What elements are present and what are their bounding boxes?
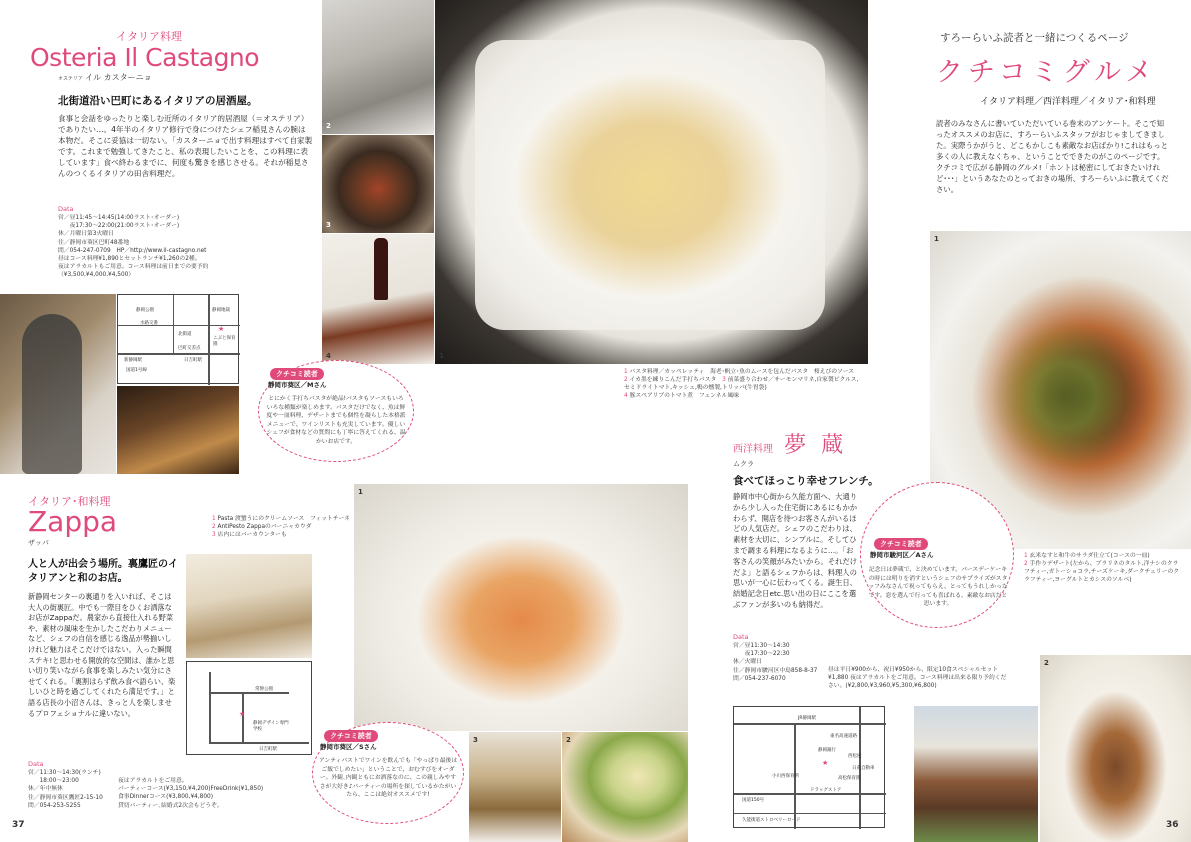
castagno-photo-2 xyxy=(322,0,434,134)
castagno-headline: 北街道沿い巴町にあるイタリアの居酒屋。 xyxy=(58,95,258,107)
map-label: 北街道 xyxy=(178,332,192,337)
zappa-title: Zappa xyxy=(28,505,118,538)
map-label: 静岡公園 xyxy=(136,308,154,313)
photo-number: 2 xyxy=(566,736,571,744)
caption-line: 2 イカ墨を練りこんだ手打ちパスタ 3 前菜盛り合わせ／サーモンマリネ,自家製ピクルス,セミドライトマト,キッシュ,鴨の燻製,トリッパ(牛胃袋) xyxy=(624,377,859,391)
page-number-right: 36 xyxy=(1166,820,1179,830)
photo-number: 2 xyxy=(1044,659,1049,667)
zappa-photo-3 xyxy=(469,732,561,842)
zappa-kuchikomi-text: アンティパストでワインを飲んでも「やっぱり最後はご飯でしめたい」ということで、おむすびをオーダー。外観､内観ともにお洒落なのに、この親しみやすさが大好き♪パーティーの場所を探しているかたがいたら、ここは絶対オススメです! xyxy=(318,758,458,799)
mukura-dessert-photo xyxy=(1040,655,1191,842)
castagno-kuchikomi-reader: 静岡市葵区／Mさん xyxy=(268,381,327,389)
wine-bottle xyxy=(374,238,388,300)
mukura-kuchikomi-text: 記念日は夢蔵で、と決めています。バースデーケーキの時には明りを消すというシェフのサプライズがスタッフみなさんで祝ってもらえ、とってもうれしかったです。窓を選んで行っても喜ばれる、素敵なお店だと思います。 xyxy=(868,567,1008,608)
map-label: こぶと保育園 xyxy=(213,336,236,347)
mukura-data-label: Data xyxy=(733,633,749,641)
photo-number: 3 xyxy=(473,736,478,744)
zappa-data-right: 夜はアラカルトをご用意。 パーティーコース(¥3,150,¥4,200)FreeDrink(¥1,850) 食事Dinnerコース(¥3,800,¥4,800) 貸切パーティー､結婚式2次会もどうぞ。 xyxy=(118,778,264,809)
map-label: 水路交番 xyxy=(140,321,158,326)
map-road xyxy=(209,742,309,744)
feature-kicker: すろーらいふ読者と一緒につくるページ xyxy=(940,32,1129,44)
castagno-interior-photo xyxy=(117,386,239,474)
castagno-captions xyxy=(624,368,864,400)
page-number-left: 37 xyxy=(12,820,25,830)
castagno-kuchikomi-text: とにかく手打ちパスタが絶品!パスタもソースもいろいろな種類が楽しめます。パスタだけでなく、魚は鮮度や一皿料理、デザートまでも個性を凝らした本格派メニューで、ワインリストも充実しています。優しいシェフが食材などの質問にも丁寧に答えてくれる、温かいお店です。 xyxy=(266,396,406,445)
zappa-data-label: Data xyxy=(28,760,44,768)
mukura-heading xyxy=(733,428,847,459)
zappa-map-marker: ★ xyxy=(239,710,246,718)
photo-number: 4 xyxy=(326,352,331,360)
map-road xyxy=(173,295,174,355)
photo-number: 1 xyxy=(934,235,939,243)
feature-genres: イタリア料理／西洋料理／イタリア･和料理 xyxy=(980,97,1156,107)
castagno-photo-4 xyxy=(322,234,434,364)
mukura-headline: 食べてほっこり幸せフレンチ。 xyxy=(733,475,879,487)
zappa-captions xyxy=(212,515,362,539)
map-label: 日産自動車 xyxy=(852,766,875,771)
map-road xyxy=(734,813,886,814)
caption-line: 1 玄米なすと和牛のサラダ仕立て(コースの一皿) xyxy=(1024,553,1150,559)
castagno-title: Osteria Il Castagno xyxy=(30,43,260,72)
castagno-map xyxy=(117,294,239,384)
photo-number: 3 xyxy=(326,221,331,229)
zappa-map xyxy=(186,661,312,755)
map-label: 新静岡駅 xyxy=(124,358,142,363)
map-label: 国道1号線 xyxy=(126,368,147,373)
map-label: 西松屋 xyxy=(848,754,862,759)
mukura-title: 夢 蔵 xyxy=(784,433,848,458)
map-label: 巴町交差点 xyxy=(178,346,201,351)
map-label: 静岡デザイン専門学校 xyxy=(253,721,289,732)
mukura-genre: 西洋料理 xyxy=(733,444,773,455)
photo-number: 1 xyxy=(439,352,444,360)
map-label: JR静岡駅 xyxy=(798,716,816,721)
zappa-data-left: 営／11:30〜14:30(ランチ) 18:00〜23:00 休／年中無休 住／静岡市葵区鷹匠2-15-10 問／054-253-5255 xyxy=(28,770,103,809)
castagno-photo-3 xyxy=(322,135,434,233)
zappa-main-photo xyxy=(354,484,688,731)
castagno-data-label: Data xyxy=(58,205,74,213)
map-road xyxy=(734,793,886,795)
mukura-body: 静岡市中心街から久能方面へ、大通りから少し入った住宅街にあるにもかかわらず、開店を待つお客さんがいるほどの人気店だ。シェフのこだわりは、素材を大切に、シンプルに。そしてひまで調まる料理になるように…。「お客さんの笑顔がみたいから。それだけだよ」と語るシェフからは、料理人の思いが一心に伝わってくる。誕生日、結婚記念日etc.思い出の日にここを選ぶファンが多いのも納得だ。 xyxy=(733,492,858,609)
map-label: 国道150号 xyxy=(742,798,765,803)
castagno-ruby xyxy=(58,72,152,83)
map-road xyxy=(209,692,289,694)
photo-number: 2 xyxy=(326,122,331,130)
map-road xyxy=(118,353,240,355)
castagno-ruby-prefix: オステリア xyxy=(58,76,83,82)
map-label: 東名高速道路 xyxy=(830,734,857,739)
mukura-ruby: ムクラ xyxy=(733,460,754,468)
castagno-main-photo xyxy=(435,0,868,364)
caption-line: 2 AntiPesto Zappaのバーニャカウダ xyxy=(212,524,312,530)
map-label: 久能街道ストロベリーロード xyxy=(742,818,801,823)
caption-line: 3 店内にはバーカウンターも xyxy=(212,532,287,538)
caption-line: 4 豚スペアリブのトマト煮 フェンネル風味 xyxy=(624,393,739,399)
caption-line: 2 手作りデザート(左から、ブラリネのタルト,洋ナシのクラフティー,ガトーショコラ,チーズケーキ,ダークチェリーのクラフティー,ヨーグルトとカシスのソルベ) xyxy=(1024,561,1180,583)
mukura-kuchikomi-badge: クチコミ読者 xyxy=(874,538,928,550)
map-label: 日吉町駅 xyxy=(184,358,202,363)
mukura-storefront-photo xyxy=(914,706,1038,842)
mukura-data-left: 営／昼11:30〜14:30 夜17:30〜22:30 休／火曜日 住／静岡市駿河区中島858-8-37 問／054-237-6070 xyxy=(733,643,818,682)
zappa-kuchikomi-badge: クチコミ読者 xyxy=(324,730,378,742)
zappa-body: 新静岡センターの裏通りを入いれば、そこは大人の街裏匠。中でも一際目をひくお洒落なお店がZappaだ。農家から直接仕入れる野菜や、素材の風味を生かしたこだわりメニューなど、シェフの自信を感じる逸品が勢揃いしけれど魅力はそこだけではない。入った瞬間ステキ!と思わせる開放的な空間は、誰かと思い切り笑いながら食事を楽しみたい気分にさせてくれる。「裏割はらず飲み食べ語らい、楽しいひと時を過ごしてくれたら満足です。」と語る店長の小沼さんは、きっと人を楽しませるプロフェショナルに違いない。 xyxy=(28,592,176,718)
feature-intro: 読者のみなさんに書いていただいている巻末のアンケート。そこで知ったオススメのお店に、すろーらいふスタッフがおじゃましてきました。実際うかがうと、どこもかしこも素敵なお店ばかり!これはもっと多くの人に教えなくちゃ、ということでできたのがこのページです。クチコミで広がる静岡のグルメ!「ホントは秘密にしておきたいけれど･･･」というあなたのとっておきの場所、すろーらいふに教えてください。 xyxy=(936,119,1169,194)
chef-figure xyxy=(22,314,82,474)
castagno-genre: イタリア料理 xyxy=(116,30,182,43)
castagno-map-marker: ★ xyxy=(218,325,225,333)
castagno-body: 食事と会話をゆったりと楽しむ近所のイタリア的居酒屋（＝オステリア）でありたい…。4年半のイタリア修行で身につけたシェフ稲見さんの腕は本物だ。そこに妥協は一切ない。「カスターニョで出す料理はすべて自家製です。これまで勉強してきたこと、私の表現したいことを、この料理に表しています」食べ終わるまでに、何度も驚きを感じさせる。それが稲見さんのつくるイタリアの田舎料理だ。 xyxy=(58,114,313,178)
zappa-genre: イタリア･和料理 xyxy=(28,495,111,508)
caption-line: 1 Pasta 渡蟹うにのクリームソース フィットチーネ xyxy=(212,516,350,522)
caption-line: 1 パスタ料理／カッペレッティ 海老･帆立･魚のムースを包んだパスタ 桜えびのソース xyxy=(624,369,855,375)
castagno-chef-photo xyxy=(0,294,116,474)
map-label: 日吉町駅 xyxy=(259,747,277,752)
photo-number: 1 xyxy=(358,488,363,496)
feature-title: クチコミグルメ xyxy=(936,57,1158,88)
map-road xyxy=(209,672,211,742)
map-label: 静岡地裁 xyxy=(212,308,230,313)
map-road xyxy=(734,723,886,725)
map-label: 常磐公園 xyxy=(255,687,273,692)
salad-greens xyxy=(990,321,1140,471)
map-road xyxy=(208,295,210,385)
mukura-map-marker: ★ xyxy=(822,759,829,767)
pasta-plate xyxy=(475,40,825,330)
mukura-captions xyxy=(1024,552,1184,584)
castagno-ruby-name: イル カスターニョ xyxy=(85,73,152,82)
zappa-interior-photo xyxy=(186,554,312,658)
map-label: 小川西保育所 xyxy=(772,774,799,779)
zappa-ruby: ザッパ xyxy=(28,539,49,547)
zappa-kuchikomi-reader: 静岡市葵区／Sさん xyxy=(320,743,377,751)
mukura-map xyxy=(733,706,885,828)
castagno-data: 営／昼11:45〜14:45(14:00ラスト･オーダー) 夜17:30〜22:00(21:00ラスト･オーダー) 休／月曜日第3火曜日 住／静岡市葵区巴町48番地 問／054-247-0709 HP／http://www.il-castagno.net 昼はコース料理¥1,890とセットランチ¥1,260の2種。 夜はアラカルトもご用意。コース料理は前日までの要予約 （¥3,500,¥4,000,¥4,500） xyxy=(58,215,209,279)
map-label: ドラッグストア xyxy=(810,788,842,793)
zappa-headline: 人と人が出会う場所。裏鷹匠のイタリアンと和のお店。 xyxy=(28,559,178,584)
map-label: 高松保育園 xyxy=(838,776,861,781)
mukura-data-right: 昼は平日¥900から、祝日¥950から、限定10食スペシャルセット¥1,880 夜はアラカルトをご用意。コース料理は出来る限り予約ください。(¥2,800,¥3,960,¥5,300,¥6,800) xyxy=(828,667,1007,690)
castagno-kuchikomi-badge: クチコミ読者 xyxy=(270,368,324,380)
map-label: 静岡銀行 xyxy=(818,748,836,753)
mukura-kuchikomi-reader: 静岡市駿河区／Aさん xyxy=(870,551,934,559)
zappa-photo-2 xyxy=(562,732,688,842)
